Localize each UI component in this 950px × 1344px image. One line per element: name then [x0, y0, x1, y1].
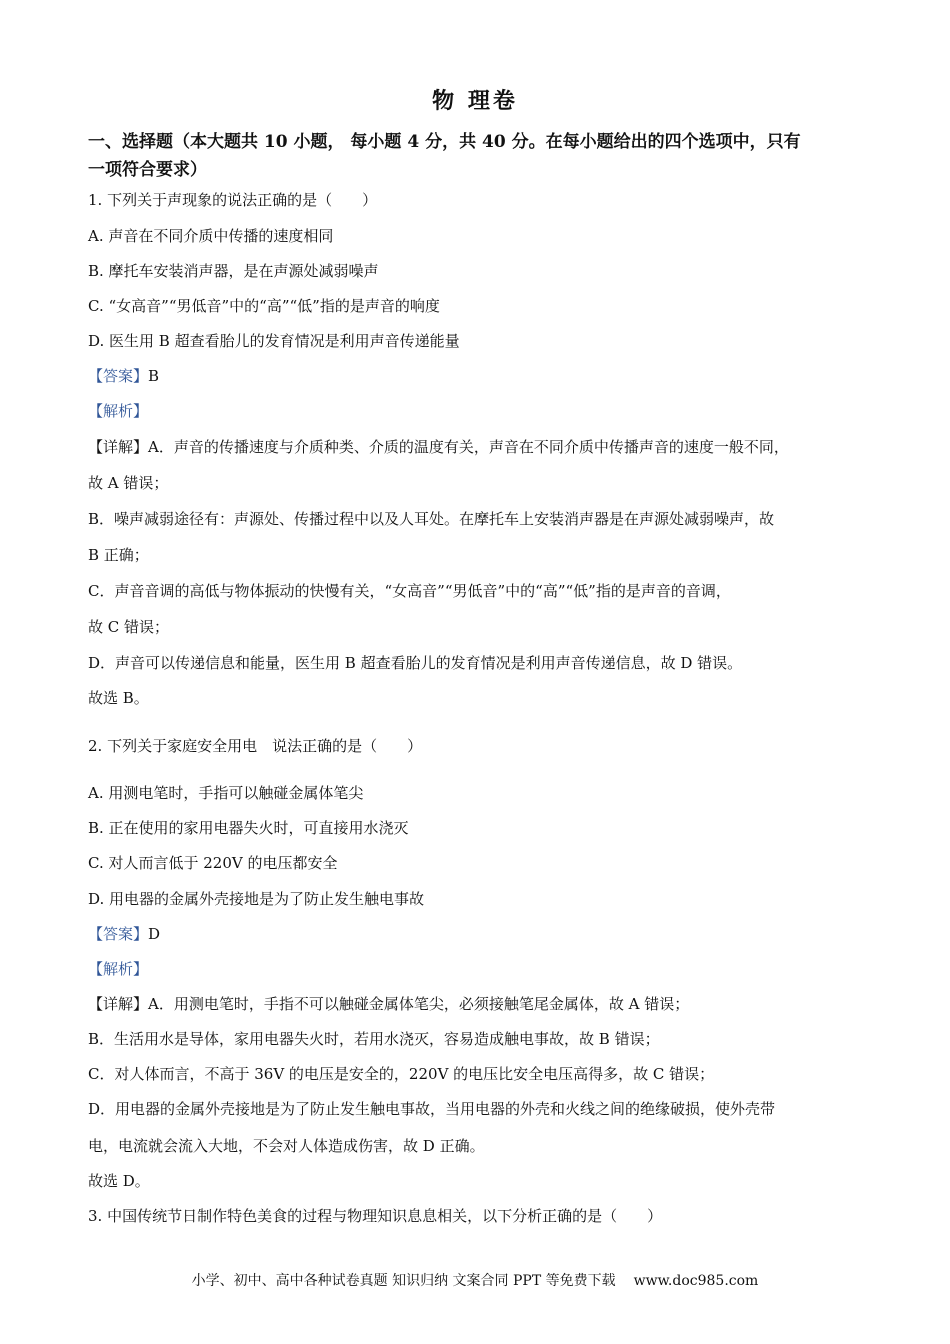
question-2-analysis [88, 959, 868, 979]
page-footer [0, 1270, 950, 1290]
question-1-detail-3: B．噪声减弱途径有：声源处、传播过程中以及人耳处。在摩托车上安装消声器是在声源处减弱噪声，故 [88, 510, 775, 528]
question-1-option-c: C. “女高音”“男低音”中的“高”“低”指的是声音的响度 [88, 297, 440, 315]
detail-text: A．声音的传播速度与介质种类、介质的温度有关，声音在不同介质中传播声音的速度一般不同， [148, 438, 789, 456]
question-2-option-a: A. 用测电笔时，手指可以触碰金属体笔尖 [88, 784, 364, 802]
question-2-detail-5: 电，电流就会流入大地，不会对人体造成伤害，故 D 正确。 [88, 1137, 485, 1155]
answer-value: B [148, 367, 160, 385]
analysis-tag: 【解析】 [88, 402, 149, 420]
question-1-stem: 1. 下列关于声现象的说法正确的是（ ） [88, 191, 378, 209]
question-2-detail-2: B．生活用水是导体，家用电器失火时，若用水浇灭，容易造成触电事故，故 B 错误； [88, 1030, 660, 1048]
question-1-detail-1 [88, 437, 868, 457]
footer-text: 小学、初中、高中各种试卷真题 知识归纳 文案合同 PPT 等免费下载 [191, 1273, 616, 1289]
question-1-detail-2: 故 A 错误； [88, 474, 169, 492]
page-title: 物 理卷 [432, 88, 518, 114]
question-1-option-a: A. 声音在不同介质中传播的速度相同 [88, 227, 334, 245]
analysis-tag: 【解析】 [88, 960, 149, 978]
question-2-conclusion: 故选 D。 [88, 1172, 150, 1190]
question-2-detail-3: C．对人体而言，不高于 36V 的电压是安全的，220V 的电压比安全电压高得多，故 C 错误； [88, 1065, 715, 1083]
question-1-option-b: B. 摩托车安装消声器，是在声源处减弱噪声 [88, 262, 379, 280]
footer-link[interactable]: www.doc985.com [633, 1273, 759, 1289]
answer-tag: 【答案】 [88, 367, 149, 385]
question-1-analysis [88, 401, 868, 421]
question-2-option-c: C. 对人而言低于 220V 的电压都安全 [88, 854, 338, 872]
question-1-detail-7: D．声音可以传递信息和能量，医生用 B 超查看胎儿的发育情况是利用声音传递信息，故 D 错误。 [88, 654, 743, 672]
question-2-option-d: D. 用电器的金属外壳接地是为了防止发生触电事故 [88, 890, 425, 908]
answer-value: D [148, 925, 161, 943]
question-2-answer [88, 924, 868, 944]
question-3-stem: 3. 中国传统节日制作特色美食的过程与物理知识息息相关，以下分析正确的是（ ） [88, 1207, 663, 1225]
question-1-detail-6: 故 C 错误； [88, 618, 170, 636]
detail-tag: 【详解】 [88, 438, 149, 456]
section-heading [88, 128, 868, 184]
section-heading-line-1: 一、选择题（本大题共 10 小题， 每小题 4 分，共 40 分。在每小题给出的四个选项中，只有 [88, 132, 801, 152]
question-2-detail-1 [88, 994, 868, 1014]
question-1-detail-4: B 正确； [88, 546, 149, 564]
detail-text: A．用测电笔时，手指不可以触碰金属体笔尖，必须接触笔尾金属体，故 A 错误； [148, 995, 690, 1013]
question-1-answer [88, 366, 868, 386]
section-heading-line-2: 一项符合要求） [88, 160, 207, 180]
question-1-detail-5: C．声音音调的高低与物体振动的快慢有关，“女高音”“男低音”中的“高”“低”指的是声音的音调， [88, 582, 731, 600]
answer-tag: 【答案】 [88, 925, 149, 943]
question-2-stem: 2. 下列关于家庭安全用电 说法正确的是（ ） [88, 737, 423, 755]
question-2-detail-4: D．用电器的金属外壳接地是为了防止发生触电事故，当用电器的外壳和火线之间的绝缘破损，使外壳带 [88, 1100, 776, 1118]
question-2-option-b: B. 正在使用的家用电器失火时，可直接用水浇灭 [88, 819, 409, 837]
detail-tag: 【详解】 [88, 995, 149, 1013]
question-1-option-d: D. 医生用 B 超查看胎儿的发育情况是利用声音传递能量 [88, 332, 460, 350]
question-1-conclusion: 故选 B。 [88, 689, 149, 707]
